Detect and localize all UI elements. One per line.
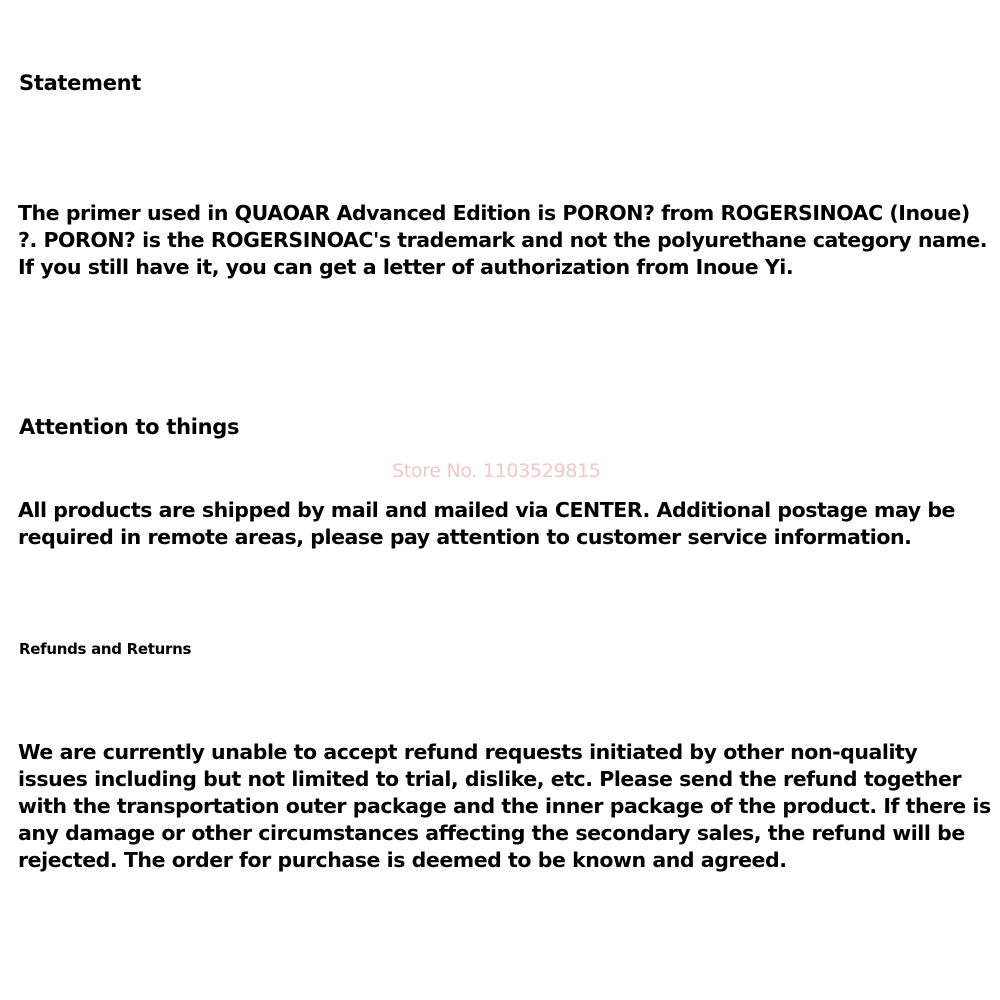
attention-body: All products are shipped by mail and mailed via CENTER. Additional postage may be required in remote areas, please pay attention to customer service information.	[18, 498, 955, 549]
refunds-body: We are currently unable to accept refund requests initiated by other non-quality issues including but not limited to trial, dislike, etc. Please send the refund together with the transportation outer package and the inner package of the product. If there is any damage or other circumstances affecting the secondary sales, the refund will be rejected. The order for purchase is deemed to be known and agreed.	[18, 740, 991, 872]
statement-heading: Statement	[19, 71, 142, 95]
statement-body: The primer used in QUAOAR Advanced Edition is PORON? from ROGERSINOAC (Inoue) ?. PORON? is the ROGERSINOAC's trademark and not the polyurethane category name. If you still have it, you can get a letter of authorization from Inoue Yi.	[18, 201, 988, 279]
refunds-heading: Refunds and Returns	[19, 640, 192, 658]
store-watermark: Store No. 1103529815	[392, 460, 601, 482]
attention-heading: Attention to things	[19, 415, 240, 439]
